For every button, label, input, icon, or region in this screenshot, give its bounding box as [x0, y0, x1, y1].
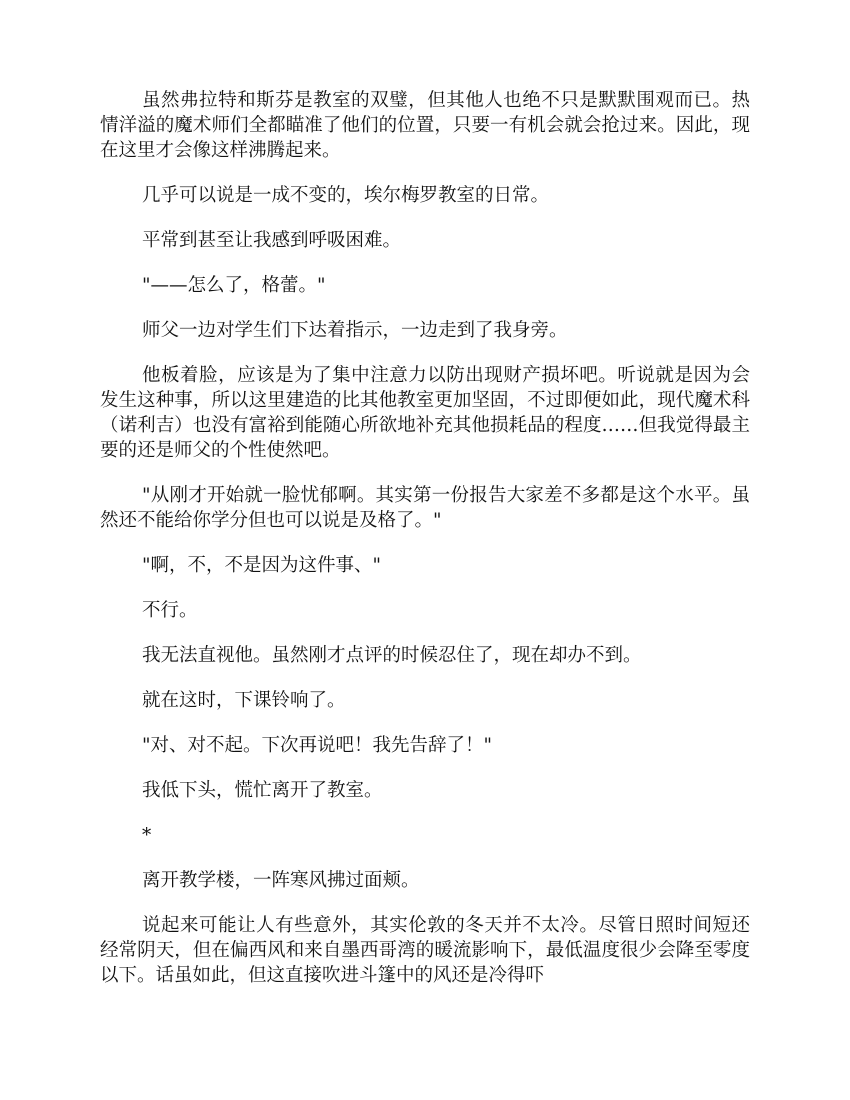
- paragraph: 说起来可能让人有些意外，其实伦敦的冬天并不太冷。尽管日照时间短还经常阴天，但在偏西风和来自墨西哥湾的暖流影响下，最低温度很少会降至零度以下。话虽如此，但这直接吹进斗篷中的风还是冷得吓: [100, 915, 750, 986]
- paragraph: "从刚才开始就一脸忧郁啊。其实第一份报告大家差不多都是这个水平。虽然还不能给你学分但也可以说是及格了。": [100, 485, 750, 531]
- paragraph: "啊，不，不是因为这件事、": [142, 555, 382, 576]
- paragraph: "对、对不起。下次再说吧！我先告辞了！": [142, 735, 493, 756]
- paragraph: 师父一边对学生们下达着指示，一边走到了我身旁。: [142, 320, 568, 341]
- paragraph: 我低下头，慌忙离开了教室。: [142, 780, 383, 801]
- document-page: [100, 88, 750, 1008]
- scene-break: *: [142, 825, 152, 846]
- paragraph: 离开教学楼，一阵寒风拂过面颊。: [142, 870, 420, 891]
- paragraph: 几乎可以说是一成不变的，埃尔梅罗教室的日常。: [142, 185, 550, 206]
- paragraph: 我无法直视他。虽然刚才点评的时候忍住了，现在却办不到。: [142, 645, 642, 666]
- paragraph: 虽然弗拉特和斯芬是教室的双璧，但其他人也绝不只是默默围观而已。热情洋溢的魔术师们全都瞄准了他们的位置，只要一有机会就会抢过来。因此，现在这里才会像这样沸腾起来。: [100, 90, 750, 161]
- paragraph: 他板着脸，应该是为了集中注意力以防出现财产损坏吧。听说就是因为会发生这种事，所以这里建造的比其他教室更加坚固，不过即便如此，现代魔术科（诺利吉）也没有富裕到能随心所欲地补充其他损耗品的程度……但我觉得最主要的还是师父的个性使然吧。: [100, 365, 750, 461]
- paragraph: 不行。: [142, 600, 198, 621]
- paragraph: 就在这时，下课铃响了。: [142, 690, 346, 711]
- paragraph: 平常到甚至让我感到呼吸困难。: [142, 230, 402, 251]
- paragraph: "——怎么了，格蕾。": [142, 275, 326, 296]
